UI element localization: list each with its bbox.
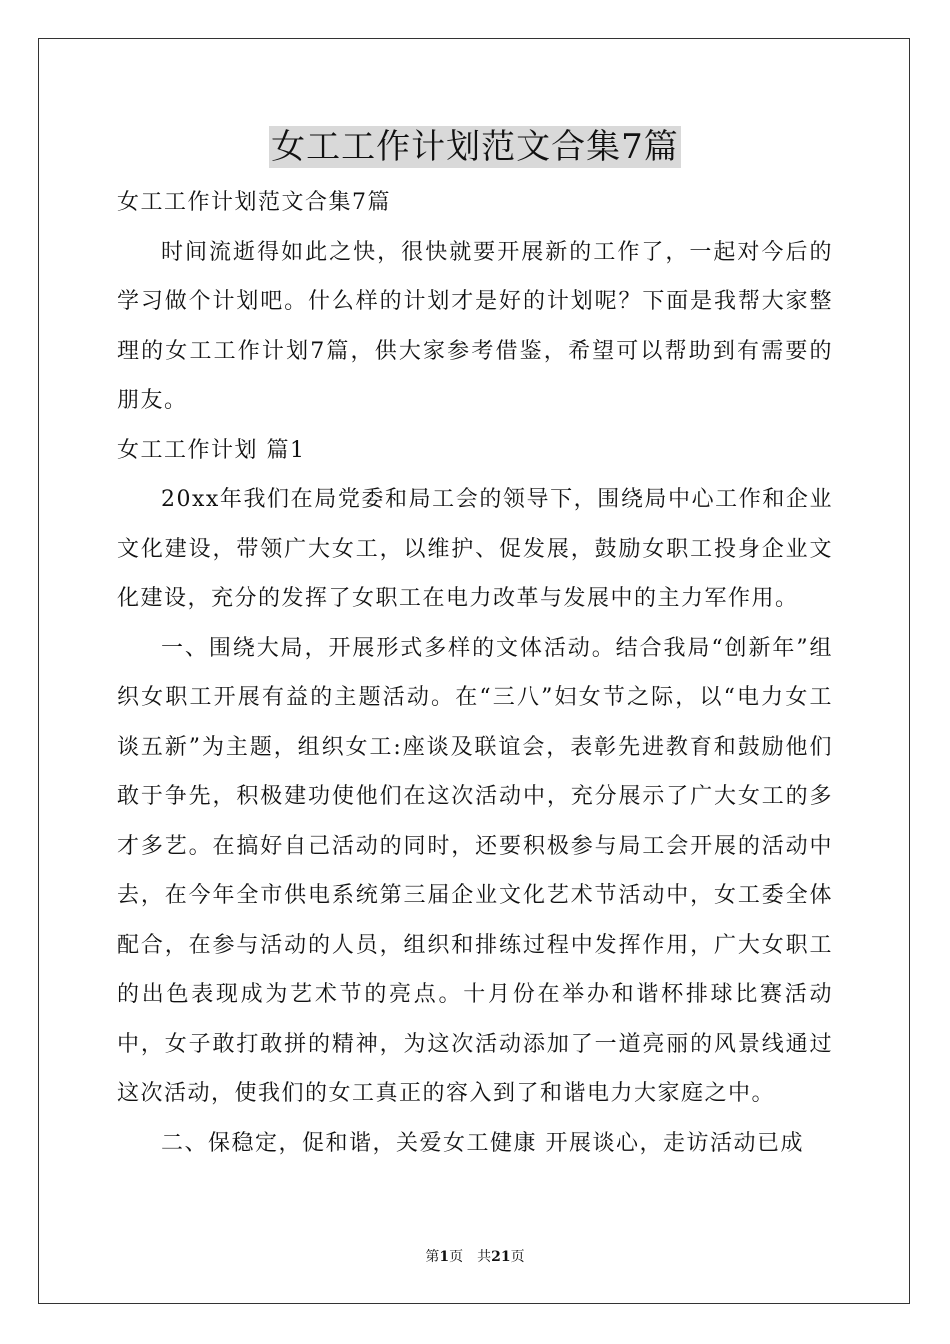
- page-suffix: 页: [510, 1249, 525, 1265]
- section-paragraph: 20xx年我们在局党委和局工会的领导下，围绕局中心工作和企业文化建设，带领广大女工，以维护、促发展，鼓励女职工投身企业文化建设，充分的发挥了女职工在电力改革与发展中的主力军作用。: [117, 487, 833, 611]
- document-body: [117, 178, 833, 1168]
- section-paragraph: 一、围绕大局，开展形式多样的文体活动。结合我局“创新年”组织女职工开展有益的主题活动。在“三八”妇女节之际，以“电力女工谈五新”为主题，组织女工:座谈及联谊会，表彰先进教育和鼓励他们敢于争先，积极建功使他们在这次活动中，充分展示了广大女工的多才多艺。在搞好自己活动的同时，还要积极参与局工会开展的活动中去，在今年全市供电系统第三届企业文化艺术节活动中，女工委全体配合，在参与活动的人员，组织和排练过程中发挥作用，广大女职工的出色表现成为艺术节的亮点。十月份在举办和谐杯排球比赛活动中，女子敢打敢拼的精神，为这次活动添加了一道亮丽的风景线通过这次活动，使我们的女工真正的容入到了和谐电力大家庭之中。: [117, 635, 833, 1106]
- page-total: 21: [491, 1249, 511, 1265]
- intro-paragraph: 时间流逝得如此之快，很快就要开展新的工作了，一起对今后的学习做个计划吧。什么样的计划才是好的计划呢？下面是我帮大家整理的女工工作计划7篇，供大家参考借鉴，希望可以帮助到有需要的朋友。: [117, 239, 833, 413]
- page-prefix: 第: [425, 1249, 440, 1265]
- document-title: 女工工作计划范文合集7篇: [271, 127, 679, 167]
- section-heading: 女工工作计划 篇1: [117, 437, 306, 463]
- title-container: [0, 126, 950, 168]
- page-mid: 页 共: [449, 1249, 492, 1265]
- document-subtitle: 女工工作计划范文合集7篇: [117, 190, 391, 215]
- section-paragraph: 二、保稳定，促和谐，关爱女工健康 开展谈心，走访活动已成: [161, 1130, 804, 1156]
- page-footer: [0, 1246, 950, 1266]
- page-current: 1: [439, 1249, 450, 1265]
